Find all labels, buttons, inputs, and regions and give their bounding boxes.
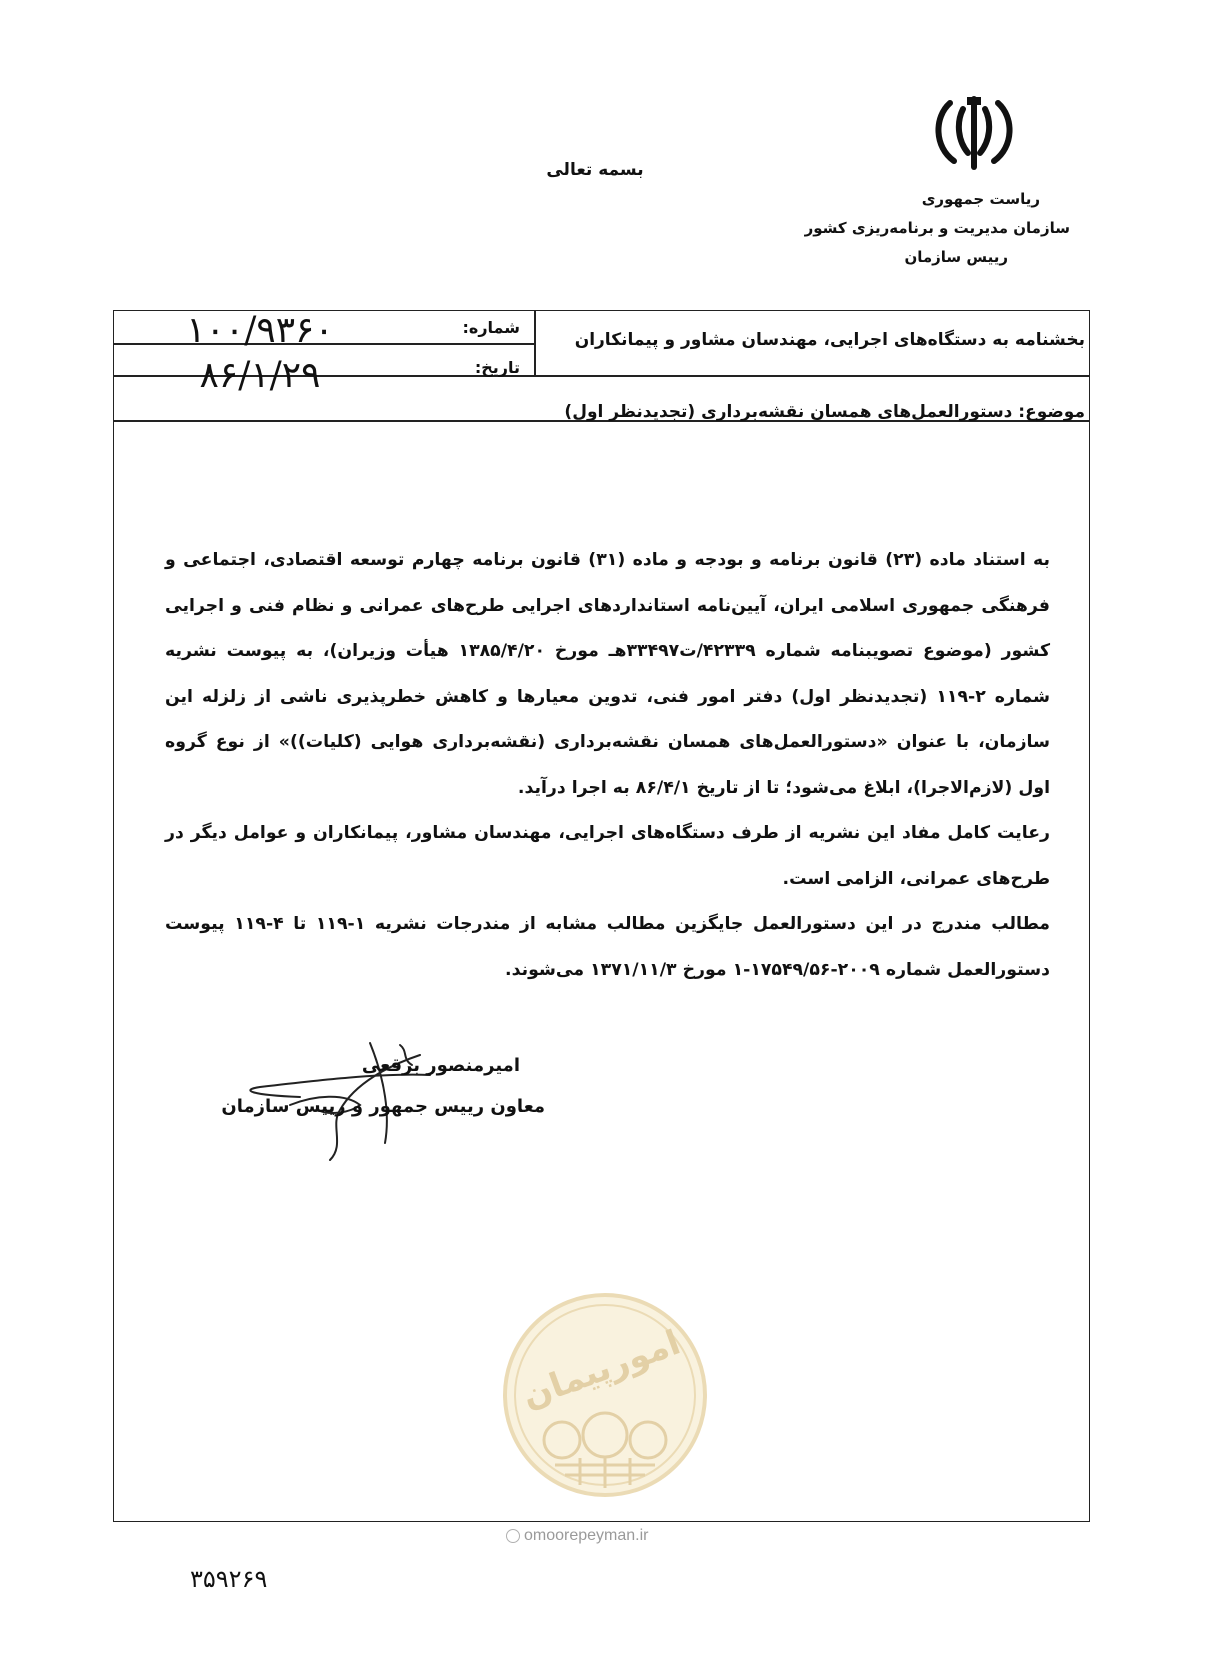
letter-body (165, 538, 1050, 993)
watermark-url (506, 1527, 726, 1547)
iran-emblem-icon (930, 95, 1018, 175)
watermark-url-text: omoorepeyman.ir (524, 1527, 649, 1544)
invocation: بسمه تعالی (546, 160, 644, 180)
signatory-name: امیرمنصور برقعی (361, 1055, 520, 1076)
subject-line: موضوع: دستورالعمل‌های همسان نقشه‌برداری (تجدیدنظر اول) (564, 402, 1085, 422)
organization-heading (805, 185, 1070, 272)
svg-text:امورپیمان: امورپیمان (516, 1322, 686, 1417)
org-line-presidency: ریاست جمهوری (921, 190, 1040, 208)
org-line-organization: سازمان مدیریت و برنامه‌ریزی کشور (804, 219, 1070, 237)
org-line-head: رییس سازمان (904, 248, 1008, 266)
letter-number: ۱۰۰/۹۳۶۰ (186, 310, 334, 351)
number-label: شماره: (462, 318, 520, 337)
letter-date: ۸۶/۱/۲۹ (199, 355, 321, 396)
date-label: تاریخ: (474, 358, 520, 377)
document-code: ۳۵۹۲۶۹ (190, 1565, 268, 1593)
handwritten-signature (180, 1025, 560, 1165)
recipients: بخشنامه به دستگاه‌های اجرایی، مهندسان مشاور و پیمانکاران (574, 330, 1085, 350)
signatory-title: معاون رییس جمهور و رییس سازمان (221, 1096, 545, 1117)
body-paragraph: رعایت کامل مفاد این نشریه از طرف دستگاه‌های اجرایی، مهندسان مشاور، پیمانکاران و عوامل دیگر در طرح‌های عمرانی، الزامی است. (165, 823, 1050, 889)
watermark-seal-logo (500, 1290, 710, 1500)
body-paragraph: مطالب مندرج در این دستورالعمل جایگزین مطالب مشابه از مندرجات نشریه ۱-۱۱۹ تا ۴-۱۱۹ پیوست دستورالعمل شماره ۲۰۰۹-۱۷۵۴۹/۵۶-۱ مورخ ۱۳۷۱/۱۱/۳ می‌شوند. (165, 914, 1051, 980)
at-sign-icon (506, 1529, 520, 1543)
body-paragraph: به استناد ماده (۲۳) قانون برنامه و بودجه و ماده (۳۱) قانون برنامه چهارم توسعه اقتصادی، اجتماعی و فرهنگی جمهوری اسلامی ایران، آیین‌نامه استانداردهای اجرایی طرح‌های عمرانی و نظام فنی و اجرایی کشور (موضوع تصویبنامه شماره ۴۲۳۳۹/ت۳۳۴۹۷هـ مورخ ۱۳۸۵/۴/۲۰ هیأت وزیران)، به پیوست نشریه شماره ۲-۱۱۹ (تجدیدنظر اول) دفتر امور فنی، تدوین معیارها و کاهش خطرپذیری ناشی از زلزله این سازمان، با عنوان «دستورالعمل‌های همسان نقشه‌برداری (نقشه‌برداری هوایی (کلیات))» از نوع گروه اول (لازم‌الاجرا)، ابلاغ می‌شود؛ تا از تاریخ ۸۶/۴/۱ به اجرا درآید. (165, 550, 1051, 798)
frame-divider (534, 310, 536, 376)
